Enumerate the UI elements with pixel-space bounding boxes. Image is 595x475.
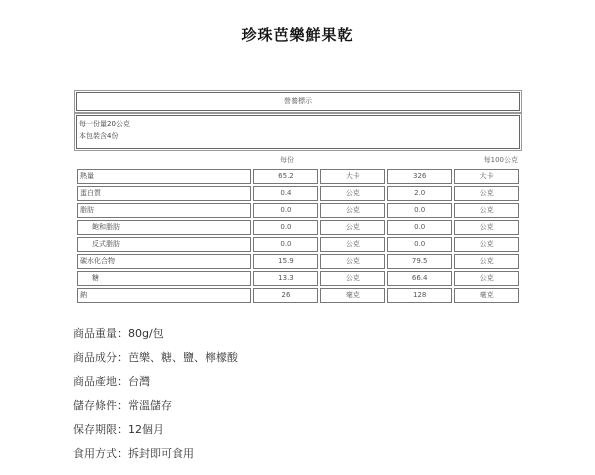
nutrient-name: 熱量 bbox=[77, 169, 251, 184]
per-serving-unit: 公克 bbox=[320, 237, 385, 252]
per-100g-unit: 公克 bbox=[454, 186, 519, 201]
per-100g-value: 2.0 bbox=[387, 186, 452, 201]
per-serving-unit: 公克 bbox=[320, 203, 385, 218]
nutrient-name: 鈉 bbox=[77, 288, 251, 303]
per-100g-value: 128 bbox=[387, 288, 452, 303]
per-serving-unit: 公克 bbox=[320, 254, 385, 269]
per-serving-unit: 大卡 bbox=[320, 169, 385, 184]
nutrition-row bbox=[77, 271, 519, 286]
nutrient-name: 飽和脂肪 bbox=[77, 220, 251, 235]
per-100g-value: 0.0 bbox=[387, 237, 452, 252]
per-serving-value: 26 bbox=[253, 288, 318, 303]
info-usage: 食用方式：拆封即可食用 bbox=[73, 447, 194, 460]
per-100g-header: 每100公克 bbox=[483, 156, 518, 164]
per-serving-header: 每份 bbox=[280, 156, 294, 164]
per-serving-value: 0.0 bbox=[253, 220, 318, 235]
nutrition-row bbox=[77, 169, 519, 184]
nutrition-row bbox=[77, 254, 519, 269]
per-serving-unit: 公克 bbox=[320, 271, 385, 286]
serving-size: 每一份量20公克 bbox=[79, 120, 130, 128]
per-100g-value: 0.0 bbox=[387, 220, 452, 235]
nutrition-table bbox=[75, 167, 521, 305]
nutrition-row bbox=[77, 288, 519, 303]
per-serving-value: 0.0 bbox=[253, 203, 318, 218]
per-100g-unit: 公克 bbox=[454, 254, 519, 269]
per-serving-unit: 公克 bbox=[320, 186, 385, 201]
per-100g-unit: 毫克 bbox=[454, 288, 519, 303]
nutrition-row bbox=[77, 220, 519, 235]
nutrition-row bbox=[77, 237, 519, 252]
servings-per-pack: 本包裝含4份 bbox=[79, 132, 119, 140]
per-serving-unit: 毫克 bbox=[320, 288, 385, 303]
nutrient-name: 糖 bbox=[77, 271, 251, 286]
per-serving-value: 0.0 bbox=[253, 237, 318, 252]
nutrient-name: 蛋白質 bbox=[77, 186, 251, 201]
serving-info bbox=[76, 115, 520, 149]
nutrition-header: 營養標示 bbox=[76, 92, 520, 111]
nutrient-name: 反式脂肪 bbox=[77, 237, 251, 252]
info-ingredients: 商品成分：芭樂、糖、鹽、檸檬酸 bbox=[73, 351, 238, 364]
nutrient-name: 脂肪 bbox=[77, 203, 251, 218]
per-100g-value: 66.4 bbox=[387, 271, 452, 286]
per-100g-unit: 公克 bbox=[454, 271, 519, 286]
product-title: 珍珠芭樂鮮果乾 bbox=[241, 26, 354, 44]
per-100g-value: 79.5 bbox=[387, 254, 452, 269]
per-100g-unit: 大卡 bbox=[454, 169, 519, 184]
info-weight: 商品重量：80g/包 bbox=[73, 327, 164, 340]
nutrition-row bbox=[77, 203, 519, 218]
nutrition-row bbox=[77, 186, 519, 201]
info-shelf-life: 保存期限：12個月 bbox=[73, 423, 164, 436]
per-serving-value: 13.3 bbox=[253, 271, 318, 286]
per-serving-value: 65.2 bbox=[253, 169, 318, 184]
per-100g-value: 326 bbox=[387, 169, 452, 184]
per-serving-unit: 公克 bbox=[320, 220, 385, 235]
info-origin: 商品產地：台灣 bbox=[73, 375, 150, 388]
per-serving-value: 15.9 bbox=[253, 254, 318, 269]
nutrition-panel bbox=[76, 92, 520, 305]
per-serving-value: 0.4 bbox=[253, 186, 318, 201]
column-headers bbox=[76, 153, 520, 167]
per-100g-value: 0.0 bbox=[387, 203, 452, 218]
info-storage: 儲存條件：常溫儲存 bbox=[73, 399, 172, 412]
product-info bbox=[73, 322, 238, 466]
per-100g-unit: 公克 bbox=[454, 237, 519, 252]
per-100g-unit: 公克 bbox=[454, 203, 519, 218]
nutrient-name: 碳水化合物 bbox=[77, 254, 251, 269]
per-100g-unit: 公克 bbox=[454, 220, 519, 235]
